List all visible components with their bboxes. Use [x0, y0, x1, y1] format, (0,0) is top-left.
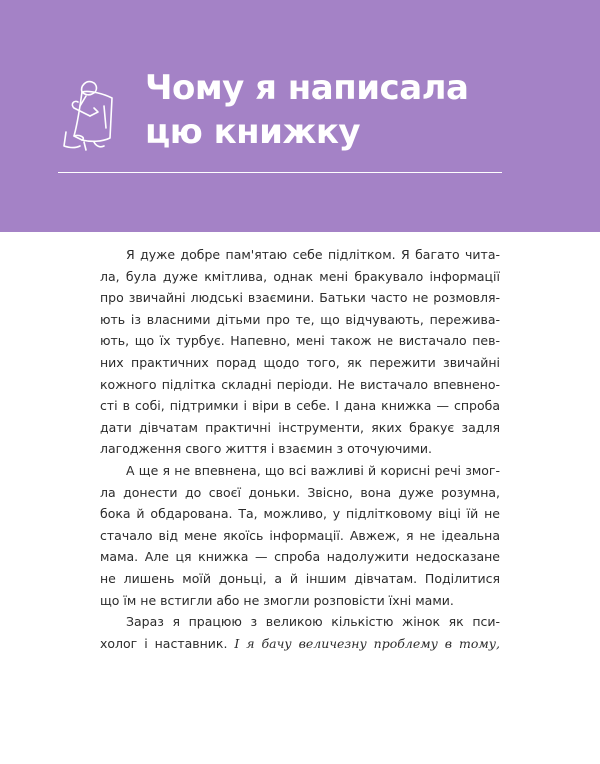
text-line: ла, була дуже кмітлива, однак мені бракувало інформації — [100, 268, 500, 284]
paragraph-2 — [100, 460, 500, 611]
text-line: А ще я не впевнена, що всі важливі й корисні речі змог- — [126, 462, 500, 478]
text-line: Я дуже добре пам'ятаю себе підлітком. Я багато чита- — [126, 247, 500, 262]
chapter-title-line-2: цю книжку — [145, 112, 361, 152]
chapter-header — [0, 0, 600, 232]
text-line: кожного підлітка складні періоди. Не вистачало впевнено- — [100, 376, 500, 392]
chapter-title — [145, 66, 469, 154]
text-line: не лишень моїй доньці, а й іншим дівчатам. Поділитися — [100, 570, 500, 586]
text-line: ють із власними дітьми про те, що відчувають, пережива- — [100, 311, 500, 327]
text-line: лагодження свого життя і взаємин з оточуючими. — [100, 441, 433, 457]
chapter-body — [100, 244, 500, 654]
text-line: дати дівчатам практичні інструменти, яких бракує задля — [100, 419, 500, 435]
text-line: що їм не встигли або не змогли розповісти їхні мами. — [100, 592, 454, 608]
text-line: стачало від мене якоїсь інформації. Авжеж, я не ідеальна — [100, 527, 500, 543]
text-line: ють, що їх турбує. Напевно, мені також не вистачало пев- — [100, 333, 500, 349]
text-line: мама. Але ця книжка — спроба надолужити недосказане — [100, 549, 500, 565]
text-line: Зараз я працюю з великою кількістю жінок як пси- — [126, 614, 500, 630]
text-line — [100, 633, 500, 655]
chapter-title-line-1: Чому я написала — [145, 68, 469, 108]
header-divider — [58, 172, 502, 173]
pencil-and-paper-icon — [60, 72, 122, 152]
paragraph-1 — [100, 244, 500, 460]
text-line: них практичних порад щодо того, як пережити звичайні — [100, 354, 500, 370]
text-line: про звичайні людські взаємини. Батьки часто не розмовля- — [100, 290, 500, 306]
text-italic: І я бачу величезну проблему в тому, — [234, 635, 500, 651]
text-line: ла донести до своєї доньки. Звісно, вона дуже розумна, — [100, 484, 500, 500]
text-line: бока й обдарована. Та, можливо, у підлітковому віці їй не — [100, 506, 500, 522]
text-line: сті в собі, підтримки і віри в себе. І дана книжка — спроба — [100, 398, 500, 414]
text-regular: холог і наставник. — [100, 635, 235, 651]
paragraph-3 — [100, 611, 500, 654]
